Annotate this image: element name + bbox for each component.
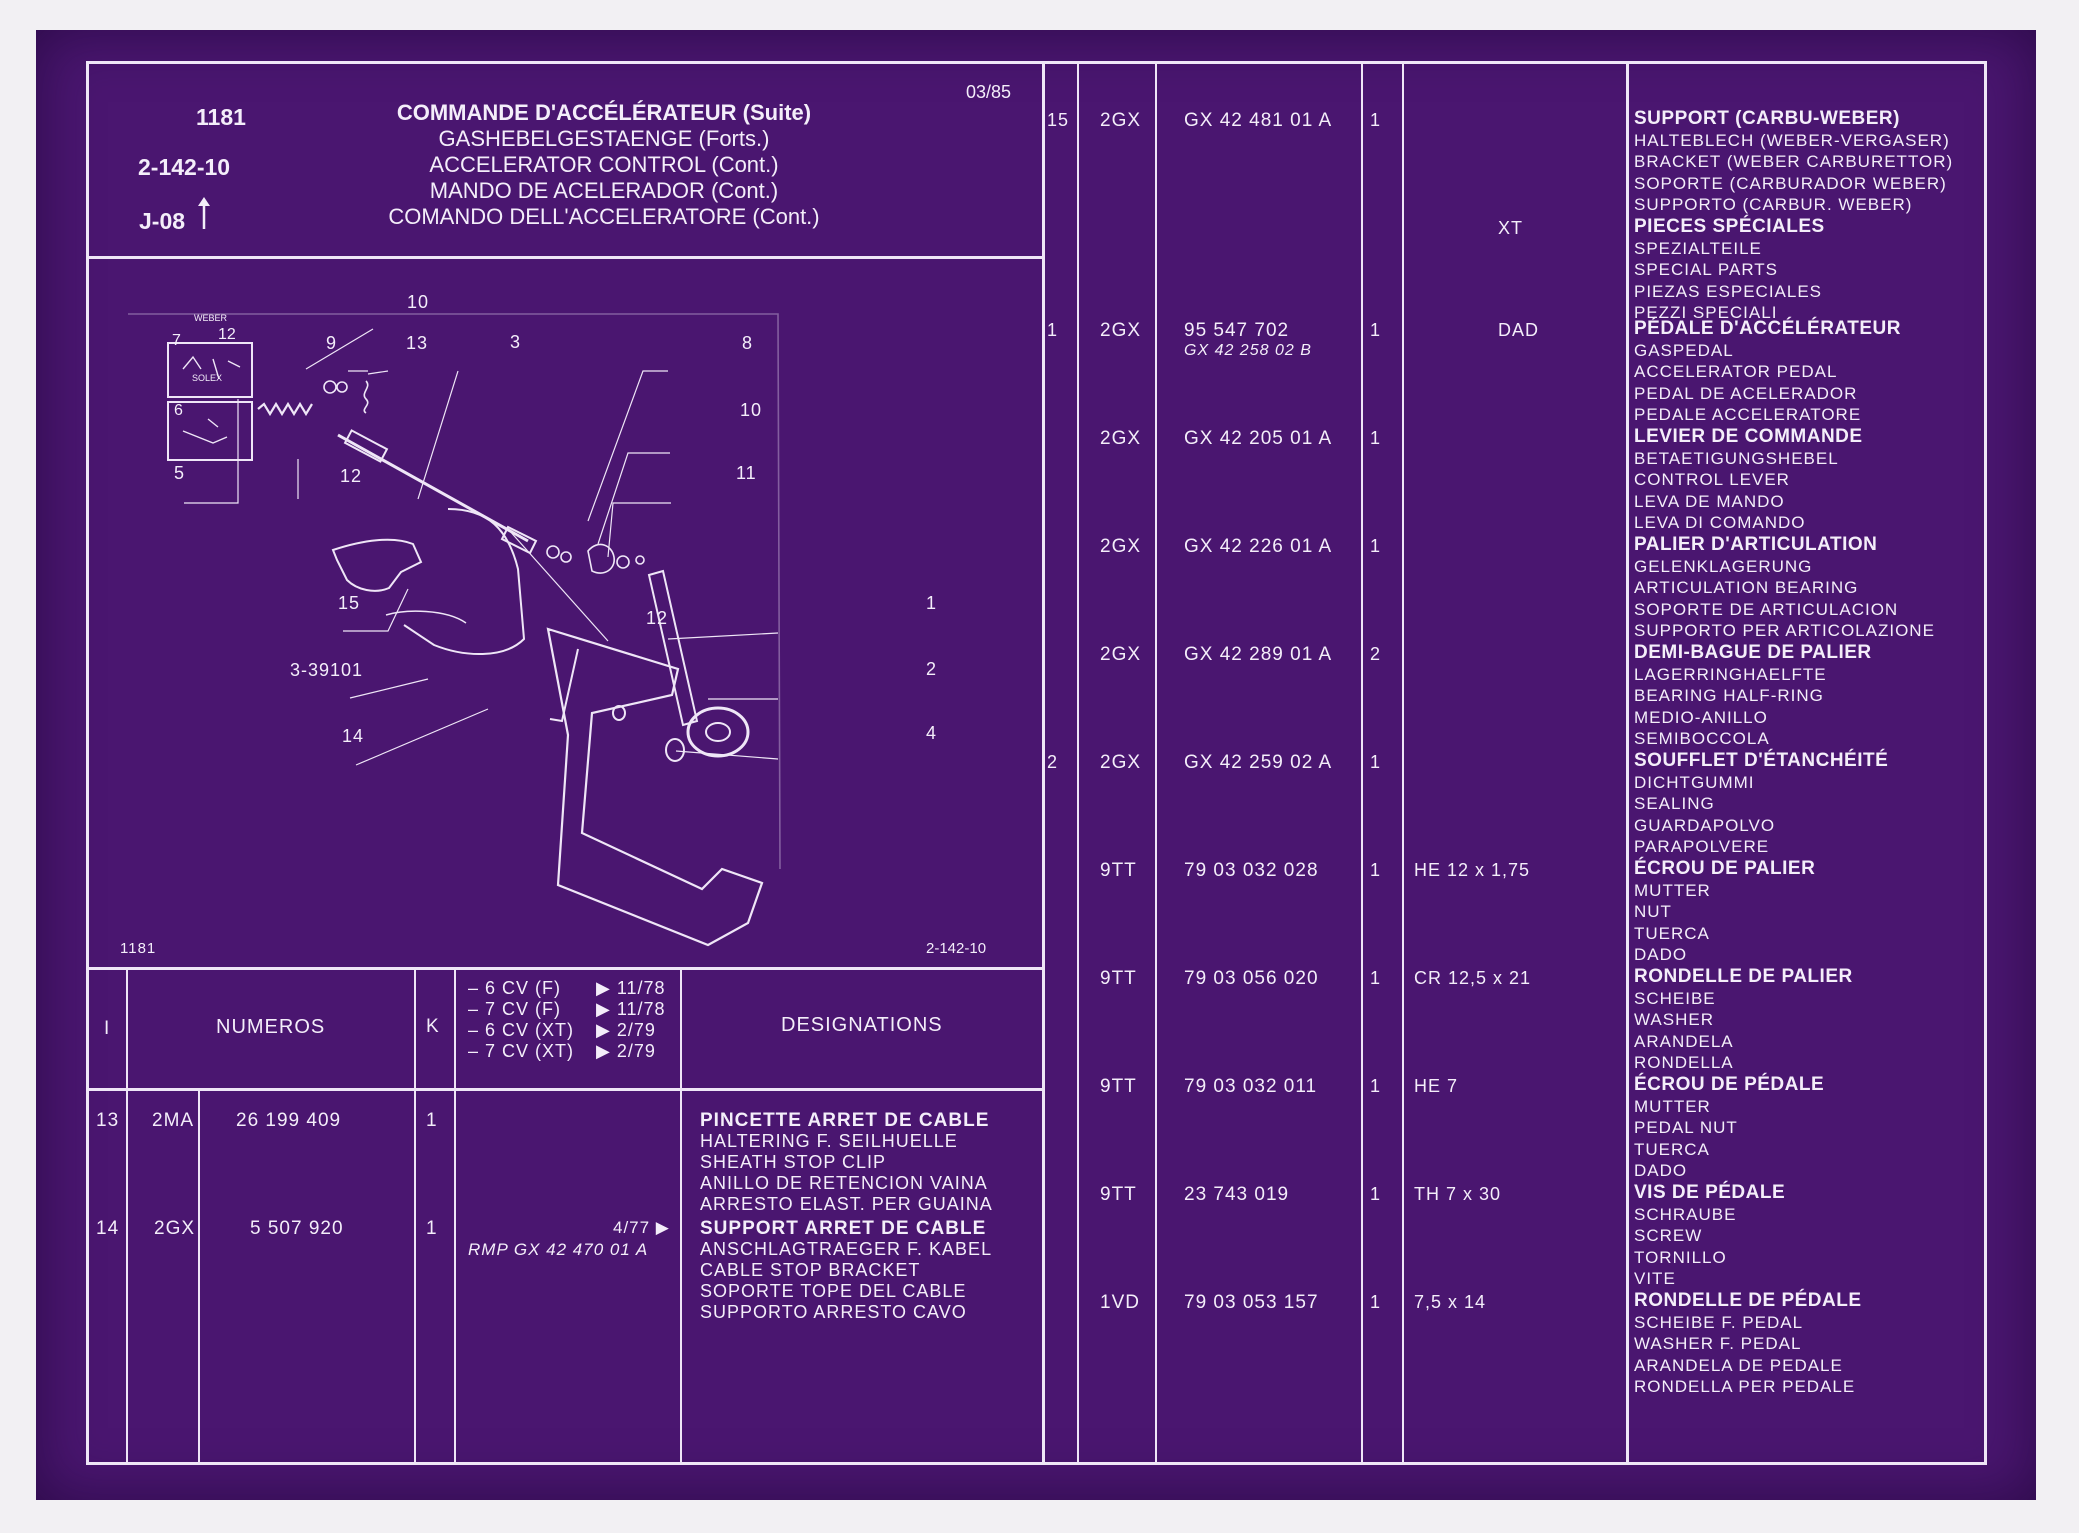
designation-line: SUPPORTO PER ARTICOLAZIONE bbox=[1634, 621, 1935, 640]
callout: 3 bbox=[510, 332, 522, 352]
designation-line: BRACKET (WEBER CARBURETTOR) bbox=[1634, 152, 1954, 171]
callout: 9 bbox=[326, 333, 338, 353]
designation-line: SUPPORTO (CARBUR. WEBER) bbox=[1634, 195, 1913, 214]
row-qty: 1 bbox=[1370, 536, 1382, 556]
row-number: 79 03 032 028 bbox=[1184, 860, 1319, 881]
row-code: 1VD bbox=[1100, 1292, 1140, 1313]
row-spec: DAD bbox=[1498, 320, 1540, 340]
designation-line: SHEATH STOP CLIP bbox=[700, 1152, 887, 1172]
col-header-k: K bbox=[426, 1016, 439, 1037]
page-date: 03/85 bbox=[966, 82, 1012, 102]
row-code: 2GX bbox=[1100, 428, 1142, 449]
designation-line: LAGERRINGHAELFTE bbox=[1634, 664, 1827, 684]
col-rule bbox=[414, 967, 416, 1465]
title-de: GASHEBELGESTAENGE (Forts.) bbox=[438, 126, 770, 151]
col-rule bbox=[1155, 61, 1157, 1465]
designation-line: PARAPOLVERE bbox=[1634, 837, 1770, 856]
designation-line: SOPORTE DE ARTICULACION bbox=[1634, 599, 1899, 619]
model-date: ▶ 11/78 bbox=[596, 978, 666, 998]
designation-line: MUTTER bbox=[1634, 880, 1711, 900]
designation-line: TUERCA bbox=[1634, 1139, 1710, 1159]
designation-title: DEMI-BAGUE DE PALIER bbox=[1634, 642, 1872, 663]
arrow-up-icon bbox=[197, 196, 211, 230]
row-number: 95 547 702 bbox=[1184, 320, 1290, 341]
designation-title: RONDELLE DE PÉDALE bbox=[1634, 1290, 1862, 1311]
col-rule bbox=[1402, 61, 1404, 1465]
designation-line: CABLE STOP BRACKET bbox=[700, 1260, 921, 1280]
callout: 12 bbox=[340, 466, 363, 486]
designation-line: DADO bbox=[1634, 1161, 1688, 1180]
designation-title: SUPPORT (CARBU-WEBER) bbox=[1634, 108, 1900, 129]
row-code: 9TT bbox=[1100, 860, 1137, 881]
callout: 1 bbox=[926, 593, 938, 613]
row-code: 2GX bbox=[1100, 536, 1142, 557]
col-rule bbox=[198, 1088, 200, 1465]
designation-line: SEALING bbox=[1634, 794, 1715, 813]
designation-line: LEVA DI COMANDO bbox=[1634, 513, 1806, 532]
row-qty: 2 bbox=[1370, 644, 1382, 664]
designation-line: SEMIBOCCOLA bbox=[1634, 729, 1770, 748]
designation-line: ARANDELA DE PEDALE bbox=[1634, 1355, 1843, 1375]
row-designation bbox=[1634, 318, 1901, 426]
inset-num: 7 bbox=[172, 332, 181, 349]
row-number: 79 03 056 020 bbox=[1184, 968, 1319, 989]
row-number: 23 743 019 bbox=[1184, 1184, 1290, 1205]
row-code: 9TT bbox=[1100, 968, 1137, 989]
row-spec: XT bbox=[1498, 218, 1524, 238]
inset-solex-label: SOLEX bbox=[192, 373, 223, 383]
designation-title: LEVIER DE COMMANDE bbox=[1634, 426, 1863, 447]
title-en: ACCELERATOR CONTROL (Cont.) bbox=[429, 152, 779, 177]
row-qty: 1 bbox=[426, 1110, 438, 1131]
row-code: 2GX bbox=[1100, 320, 1142, 341]
designation-line: RONDELLA PER PEDALE bbox=[1634, 1377, 1856, 1396]
callout: 8 bbox=[742, 333, 754, 353]
designation-line: RONDELLA bbox=[1634, 1053, 1734, 1072]
row-designation bbox=[1634, 426, 1863, 534]
row-spec: TH 7 x 30 bbox=[1414, 1184, 1502, 1204]
designation-title: PIECES SPÉCIALES bbox=[1634, 216, 1825, 237]
model-list bbox=[468, 978, 666, 1062]
row-designation bbox=[1634, 966, 1853, 1074]
row-designation bbox=[1634, 1290, 1862, 1398]
row-qty: 1 bbox=[426, 1218, 438, 1239]
title-it: COMANDO DELL'ACCELERATORE (Cont.) bbox=[388, 204, 820, 229]
row-index: 2 bbox=[1047, 752, 1059, 772]
row-index: 15 bbox=[1047, 110, 1070, 130]
row-spec: CR 12,5 x 21 bbox=[1414, 968, 1532, 988]
designation-line: PIEZAS ESPECIALES bbox=[1634, 281, 1823, 301]
inset-num: 6 bbox=[174, 402, 183, 419]
callout: 15 bbox=[338, 593, 361, 613]
designation-line: PEDAL NUT bbox=[1634, 1118, 1738, 1137]
row-designation bbox=[1634, 216, 1825, 324]
col-rule bbox=[1077, 61, 1079, 1465]
callout: 10 bbox=[407, 292, 430, 312]
callout: 14 bbox=[342, 726, 365, 746]
designation-line: GELENKLAGERUNG bbox=[1634, 556, 1813, 576]
designation-line: SCHEIBE bbox=[1634, 988, 1716, 1008]
callout: 2 bbox=[926, 659, 938, 679]
callout: 5 bbox=[174, 463, 186, 483]
row-designation bbox=[1634, 108, 1953, 216]
callout: 11 bbox=[736, 463, 757, 483]
row-designation bbox=[1634, 1182, 1785, 1290]
designation-line: PEDAL DE ACELERADOR bbox=[1634, 383, 1858, 403]
col-header-i: I bbox=[104, 1018, 110, 1039]
designation-line: WASHER bbox=[1634, 1010, 1714, 1029]
designation-title: ÉCROU DE PÉDALE bbox=[1634, 1074, 1825, 1095]
designation-line: SCREW bbox=[1634, 1226, 1703, 1245]
part-ref-label: 3-39101 bbox=[290, 660, 364, 680]
row-qty: 1 bbox=[1370, 1292, 1382, 1312]
col-rule bbox=[126, 967, 128, 1465]
table-head-rule bbox=[86, 1088, 1044, 1091]
designation-line: SCHRAUBE bbox=[1634, 1204, 1737, 1224]
designation-line: SPECIAL PARTS bbox=[1634, 260, 1779, 279]
designation-line: HALTERING F. SEILHUELLE bbox=[700, 1131, 958, 1151]
diagram-ref: 2-142-10 bbox=[926, 940, 987, 957]
callout: 10 bbox=[740, 400, 763, 420]
page-code: 1181 bbox=[196, 104, 246, 130]
row-code: 9TT bbox=[1100, 1076, 1137, 1097]
model-label: – 7 CV (F) bbox=[468, 999, 562, 1019]
col-rule bbox=[1626, 61, 1629, 1465]
designation-line: VITE bbox=[1634, 1269, 1676, 1288]
col-rule bbox=[1361, 61, 1363, 1465]
row-qty: 1 bbox=[1370, 320, 1382, 340]
col-rule bbox=[454, 967, 456, 1465]
designation-line: TORNILLO bbox=[1634, 1247, 1727, 1267]
designation-title: PINCETTE ARRET DE CABLE bbox=[700, 1110, 990, 1131]
row-number: 5 507 920 bbox=[250, 1218, 344, 1239]
row-index: 14 bbox=[96, 1218, 120, 1239]
designation-line: MUTTER bbox=[1634, 1096, 1711, 1116]
designation-title: VIS DE PÉDALE bbox=[1634, 1182, 1786, 1203]
row-code: 2GX bbox=[1100, 752, 1142, 773]
row-number: 79 03 032 011 bbox=[1184, 1076, 1318, 1097]
callout: 4 bbox=[926, 723, 938, 743]
row-spec: 7,5 x 14 bbox=[1414, 1292, 1487, 1312]
callout: 12 bbox=[646, 608, 669, 628]
row-spec: HE 7 bbox=[1414, 1076, 1459, 1096]
table-top-rule bbox=[86, 967, 1044, 970]
designation-line: ARRESTO ELAST. PER GUAINA bbox=[700, 1194, 993, 1214]
designation-line: SUPPORTO ARRESTO CAVO bbox=[700, 1302, 967, 1322]
designation-title: PALIER D'ARTICULATION bbox=[1634, 534, 1878, 555]
row-code: 2MA bbox=[152, 1110, 195, 1131]
designation-line: BETAETIGUNGSHEBEL bbox=[1634, 448, 1839, 468]
model-date: ▶ 2/79 bbox=[596, 1020, 656, 1040]
designation-line: ARTICULATION BEARING bbox=[1634, 578, 1859, 597]
designation-title: ÉCROU DE PALIER bbox=[1634, 858, 1816, 879]
row-designation bbox=[700, 1110, 993, 1215]
designation-line: PEDALE ACCELERATORE bbox=[1634, 405, 1862, 424]
designation-line: SPEZIALTEILE bbox=[1634, 238, 1762, 258]
diagram-code: 1181 bbox=[120, 940, 157, 957]
row-number: 26 199 409 bbox=[236, 1110, 342, 1131]
row-qty: 1 bbox=[1370, 860, 1382, 880]
row-code: 9TT bbox=[1100, 1184, 1137, 1205]
designation-line: ACCELERATOR PEDAL bbox=[1634, 362, 1838, 381]
row-note: 4/77 ▶ bbox=[613, 1218, 670, 1237]
designation-line: HALTEBLECH (WEBER-VERGASER) bbox=[1634, 130, 1950, 150]
page-ref: 2-142-10 bbox=[138, 154, 231, 180]
designation-line: ARANDELA bbox=[1634, 1031, 1734, 1051]
center-divider bbox=[1042, 61, 1045, 1465]
designation-line: ANILLO DE RETENCION VAINA bbox=[700, 1173, 988, 1193]
designation-line: CONTROL LEVER bbox=[1634, 470, 1790, 489]
row-index: 1 bbox=[1047, 320, 1059, 340]
designation-line: NUT bbox=[1634, 902, 1672, 921]
designation-line: ANSCHLAGTRAEGER F. KABEL bbox=[700, 1239, 993, 1259]
designation-line: GASPEDAL bbox=[1634, 340, 1734, 360]
designation-title: SUPPORT ARRET DE CABLE bbox=[700, 1218, 987, 1239]
designation-line: LEVA DE MANDO bbox=[1634, 491, 1785, 511]
model-date: ▶ 2/79 bbox=[596, 1041, 656, 1061]
row-number: GX 42 481 01 A bbox=[1184, 110, 1333, 131]
row-code: 2GX bbox=[154, 1218, 196, 1239]
row-note-rmp: RMP GX 42 470 01 A bbox=[468, 1240, 649, 1259]
row-number: GX 42 205 01 A bbox=[1184, 428, 1333, 449]
title-fr: COMMANDE D'ACCÉLÉRATEUR (Suite) bbox=[396, 100, 812, 125]
row-designation bbox=[700, 1218, 992, 1323]
row-qty: 1 bbox=[1370, 428, 1382, 448]
designation-line: DADO bbox=[1634, 945, 1688, 964]
col-rule bbox=[680, 967, 682, 1465]
title-es: MANDO DE ACELERADOR (Cont.) bbox=[429, 178, 779, 203]
designation-line: DICHTGUMMI bbox=[1634, 772, 1755, 792]
designation-line: BEARING HALF-RING bbox=[1634, 686, 1824, 705]
row-designation bbox=[1634, 642, 1872, 750]
model-label: – 7 CV (XT) bbox=[468, 1041, 575, 1061]
microfiche-slide bbox=[36, 30, 2036, 1500]
designation-line: SCHEIBE F. PEDAL bbox=[1634, 1312, 1804, 1332]
row-number: GX 42 226 01 A bbox=[1184, 536, 1333, 557]
col-header-numeros: NUMEROS bbox=[216, 1016, 326, 1038]
row-index: 13 bbox=[96, 1110, 120, 1131]
designation-title: SOUFFLET D'ÉTANCHÉITÉ bbox=[1634, 750, 1889, 771]
inset-weber-label: WEBER bbox=[194, 313, 228, 323]
model-label: – 6 CV (XT) bbox=[468, 1020, 575, 1040]
row-code: 2GX bbox=[1100, 110, 1142, 131]
row-qty: 1 bbox=[1370, 752, 1382, 772]
row-number: GX 42 259 02 A bbox=[1184, 752, 1333, 773]
row-qty: 1 bbox=[1370, 110, 1382, 130]
page-jref: J-08 bbox=[139, 208, 186, 234]
row-number-alt: GX 42 258 02 B bbox=[1184, 342, 1312, 359]
designation-title: PÉDALE D'ACCÉLÉRATEUR bbox=[1634, 318, 1901, 339]
row-qty: 1 bbox=[1370, 968, 1382, 988]
exploded-diagram bbox=[88, 259, 1042, 967]
row-designation bbox=[1634, 534, 1935, 642]
row-designation bbox=[1634, 750, 1888, 858]
designation-title: RONDELLE DE PALIER bbox=[1634, 966, 1853, 987]
callout: 13 bbox=[406, 333, 429, 353]
designation-line: PEZZI SPECIALI bbox=[1634, 303, 1778, 322]
designation-line: SOPORTE (CARBURADOR WEBER) bbox=[1634, 173, 1947, 193]
row-number: GX 42 289 01 A bbox=[1184, 644, 1333, 665]
row-number: 79 03 053 157 bbox=[1184, 1292, 1319, 1313]
row-designation bbox=[1634, 1074, 1824, 1182]
row-designation bbox=[1634, 858, 1815, 966]
row-spec: HE 12 x 1,75 bbox=[1414, 860, 1531, 880]
model-date: ▶ 11/78 bbox=[596, 999, 666, 1019]
col-header-designations: DESIGNATIONS bbox=[781, 1014, 943, 1036]
row-qty: 1 bbox=[1370, 1076, 1382, 1096]
designation-line: GUARDAPOLVO bbox=[1634, 815, 1776, 835]
row-code: 2GX bbox=[1100, 644, 1142, 665]
designation-line: TUERCA bbox=[1634, 923, 1710, 943]
row-qty: 1 bbox=[1370, 1184, 1382, 1204]
designation-line: WASHER F. PEDAL bbox=[1634, 1334, 1802, 1353]
model-label: – 6 CV (F) bbox=[468, 978, 562, 998]
page-titles bbox=[354, 100, 854, 230]
designation-line: SOPORTE TOPE DEL CABLE bbox=[700, 1281, 967, 1301]
inset-num: 12 bbox=[218, 326, 236, 343]
designation-line: MEDIO-ANILLO bbox=[1634, 707, 1768, 727]
